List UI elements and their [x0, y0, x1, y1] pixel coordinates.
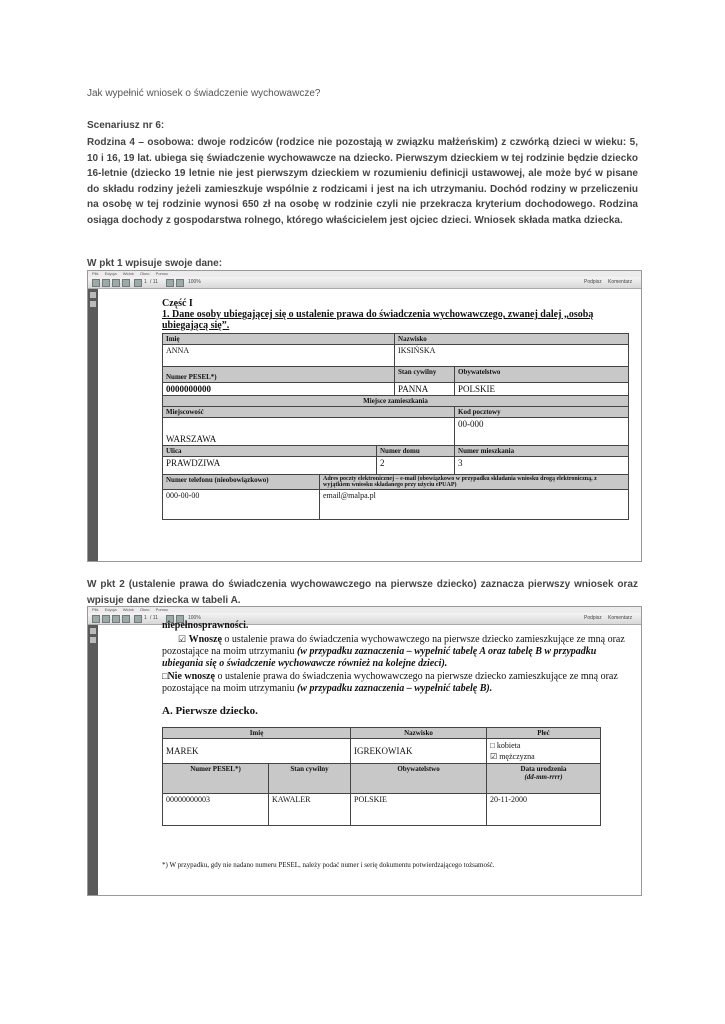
header-residence: Miejsce zamieszkania: [163, 396, 629, 407]
header-email: Adres poczty elektronicznej – e-mail (obowiązkowo w przypadku składania wniosku drogą elektroniczną, z wyjątkiem wniosku składanego przy użyciu ePUAP): [320, 475, 629, 490]
birth-date-label: Data urodzenia: [520, 765, 567, 773]
prev-page-icon[interactable]: [134, 279, 142, 287]
menu-help[interactable]: Pomoc: [155, 607, 169, 612]
page-number[interactable]: 1: [144, 279, 147, 285]
birth-date-format: (dd-mm-rrrr): [524, 773, 563, 781]
form-screenshot-part2: [87, 606, 642, 896]
header-last-name: Nazwisko: [395, 334, 629, 345]
applicant-table: [162, 333, 629, 520]
viewer-sidebar: [88, 625, 98, 895]
page-total: / 11: [150, 279, 158, 285]
pdf-page: [98, 289, 641, 561]
table-a-title: A. Pierwsze dziecko.: [162, 705, 258, 717]
form-screenshot-part1: [87, 270, 642, 562]
request-note: (w przypadku zaznaczenia – wypełnić tabelę A oraz tabelę B w przypadku ubiegania się o świadczenie wychowawcze również na kolejne dzieci).: [162, 646, 597, 669]
request-checkbox-checked[interactable]: ☑: [178, 634, 187, 644]
header-child-citizenship: Obywatelstwo: [351, 764, 487, 794]
no-request-checkbox[interactable]: □: [162, 671, 168, 681]
male-option[interactable]: [490, 751, 597, 762]
header-sex: Płeć: [487, 728, 601, 739]
header-first-name: Imię: [163, 334, 395, 345]
postal-field[interactable]: 00-000: [455, 418, 629, 446]
pesel-field[interactable]: 0000000000: [163, 383, 395, 396]
header-street: Ulica: [163, 446, 377, 457]
pages-icon[interactable]: [90, 292, 96, 298]
house-no-field[interactable]: 2: [377, 457, 455, 475]
menu-view[interactable]: Widok: [122, 607, 134, 612]
header-pesel: Numer PESEL*): [163, 367, 395, 383]
header-child-last-name: Nazwisko: [351, 728, 487, 739]
attachment-icon[interactable]: [90, 301, 96, 307]
request-paragraph: [162, 633, 632, 670]
female-checkbox[interactable]: □: [490, 741, 495, 750]
no-request-label: Nie wnoszę: [167, 671, 215, 682]
no-request-text: o ustalenie prawa do świadczenia wychowawczego na pierwsze dziecko zamieszkujące ze mną oraz pozostające na moim utrzymaniu: [162, 671, 618, 694]
header-house-no: Numer domu: [377, 446, 455, 457]
header-citizenship: Obywatelstwo: [455, 367, 629, 383]
page-number[interactable]: 1: [144, 615, 147, 621]
menu-window[interactable]: Okno: [139, 271, 150, 276]
pages-icon[interactable]: [90, 628, 96, 634]
male-checkbox-checked[interactable]: ☑: [490, 752, 498, 761]
pkt2-label: W pkt 2 (ustalenie prawa do świadczenia wychowawczego na pierwsze dziecko) zaznacza pierwszy wniosek oraz wpisuje dane dziecka w tabeli A.: [87, 579, 638, 606]
section-subtitle: 1. Dane osoby ubiegającej się o ustalenie prawa do świadczenia wychowawczego, zwanej dalej „osobą ubiegającą się”.: [162, 309, 594, 331]
street-field[interactable]: PRAWDZIWA: [163, 457, 377, 475]
save-icon[interactable]: [102, 279, 110, 287]
header-flat-no: Numer mieszkania: [455, 446, 629, 457]
sign-button[interactable]: Podpisz: [584, 279, 602, 285]
menu-view[interactable]: Widok: [122, 271, 134, 276]
first-child-table: [162, 727, 601, 826]
header-city: Miejscowość: [163, 407, 455, 418]
part-title: Część I: [162, 298, 193, 309]
phone-field[interactable]: 000-00-00: [163, 490, 320, 520]
male-label: mężczyzna: [499, 752, 535, 761]
menu-help[interactable]: Pomoc: [155, 271, 169, 276]
zoom-level[interactable]: 100%: [188, 615, 201, 621]
zoom-out-icon[interactable]: [166, 279, 174, 287]
scenario-title: Scenariusz nr 6:: [87, 120, 165, 131]
citizenship-field[interactable]: POLSKIE: [455, 383, 629, 396]
save-icon[interactable]: [102, 615, 110, 623]
header-phone: Numer telefonu (nieobowiązkowo): [163, 475, 320, 490]
menu-edit[interactable]: Edycja: [104, 607, 117, 612]
header-child-pesel: Numer PESEL*): [163, 764, 269, 794]
no-request-paragraph: [162, 670, 632, 695]
city-field[interactable]: WARSZAWA: [163, 418, 455, 446]
email-field[interactable]: email@malpa.pl: [320, 490, 629, 520]
first-name-field[interactable]: ANNA: [163, 345, 395, 367]
pesel-footnote: *) W przypadku, gdy nie nadano numeru PESEL, należy podać numer i serię dokumentu potwierdzającego tożsamość.: [162, 861, 495, 869]
flat-no-field[interactable]: 3: [455, 457, 629, 475]
child-first-name-field[interactable]: MAREK: [163, 739, 351, 764]
print-icon[interactable]: [112, 615, 120, 623]
zoom-level[interactable]: 100%: [188, 279, 201, 285]
intro-question: Jak wypełnić wniosek o świadczenie wychowawcze?: [87, 88, 321, 99]
birth-date-field[interactable]: 20-11-2000: [487, 794, 601, 826]
menu-file[interactable]: Plik: [92, 607, 99, 612]
menu-file[interactable]: Plik: [92, 271, 99, 276]
no-request-note: (w przypadku zaznaczenia – wypełnić tabelę B).: [296, 683, 493, 694]
request-text: o ustalenie prawa do świadczenia wychowawczego na pierwsze dziecko zamieszkujące ze mną oraz pozostające na moim utrzymaniu: [162, 634, 625, 657]
header-marital: Stan cywilny: [395, 367, 455, 383]
menu-window[interactable]: Okno: [139, 607, 150, 612]
menu-edit[interactable]: Edycja: [104, 271, 117, 276]
header-child-marital: Stan cywilny: [269, 764, 351, 794]
pkt1-label: W pkt 1 wpisuje swoje dane:: [87, 258, 223, 269]
child-pesel-field[interactable]: 00000000003: [163, 794, 269, 826]
open-icon[interactable]: [92, 615, 100, 623]
scenario-description: Rodzina 4 – osobowa: dwoje rodziców (rodzice nie pozostają w związku małżeńskim) z czwórką dzieci w wieku: 5, 10 i 16, 19 lat. ubiega się świadczenie wychowawcze na dziecko. Pierwszym dzieckiem w tej rodzinie będzie dziecko 16-letnie (dziecko 19 letnie nie jest pierwszym dzieckiem w rozumieniu definicji ustawowej, ale może być w pisane do składu rodziny jeżeli zamieszkuje wspólnie z rodzicami i jest na ich utrzymaniu. Dochód rodziny w przeliczeniu na osobę w tej rodzinie wynosi 650 zł na osobę w rodzinie czyli nie przekracza kryterium dochodowego. Rodzina osiąga dochody z gospodarstwa rolnego, którego właścicielem jest ojciec dzieci. Wniosek składa matka dziecka.: [87, 137, 638, 226]
sign-button[interactable]: Podpisz: [584, 615, 602, 621]
marital-field[interactable]: PANNA: [395, 383, 455, 396]
zoom-in-icon[interactable]: [176, 279, 184, 287]
comment-button[interactable]: Komentarz: [608, 279, 633, 285]
pdf-page: [98, 620, 641, 895]
attachment-icon[interactable]: [90, 637, 96, 643]
child-last-name-field[interactable]: IGREKOWIAK: [351, 739, 487, 764]
last-name-field[interactable]: IKSIŃSKA: [395, 345, 629, 367]
header-birth-date: [487, 764, 601, 794]
child-citizenship-field[interactable]: POLSKIE: [351, 794, 487, 826]
open-icon[interactable]: [92, 279, 100, 287]
child-marital-field[interactable]: KAWALER: [269, 794, 351, 826]
request-label: Wnoszę: [188, 634, 222, 645]
comment-button[interactable]: Komentarz: [608, 615, 633, 621]
female-label: kobieta: [496, 741, 521, 750]
email-icon[interactable]: [122, 279, 130, 287]
prev-page-icon[interactable]: [134, 615, 142, 623]
cut-heading: niepełnosprawności.: [162, 620, 249, 631]
page-total: / 11: [150, 615, 158, 621]
header-postal: Kod pocztowy: [455, 407, 629, 418]
header-child-first-name: Imię: [163, 728, 351, 739]
viewer-toolbar: [88, 277, 641, 289]
print-icon[interactable]: [112, 279, 120, 287]
email-icon[interactable]: [122, 615, 130, 623]
female-option[interactable]: [490, 740, 597, 751]
viewer-sidebar: [88, 289, 98, 561]
sex-options: [487, 739, 601, 764]
